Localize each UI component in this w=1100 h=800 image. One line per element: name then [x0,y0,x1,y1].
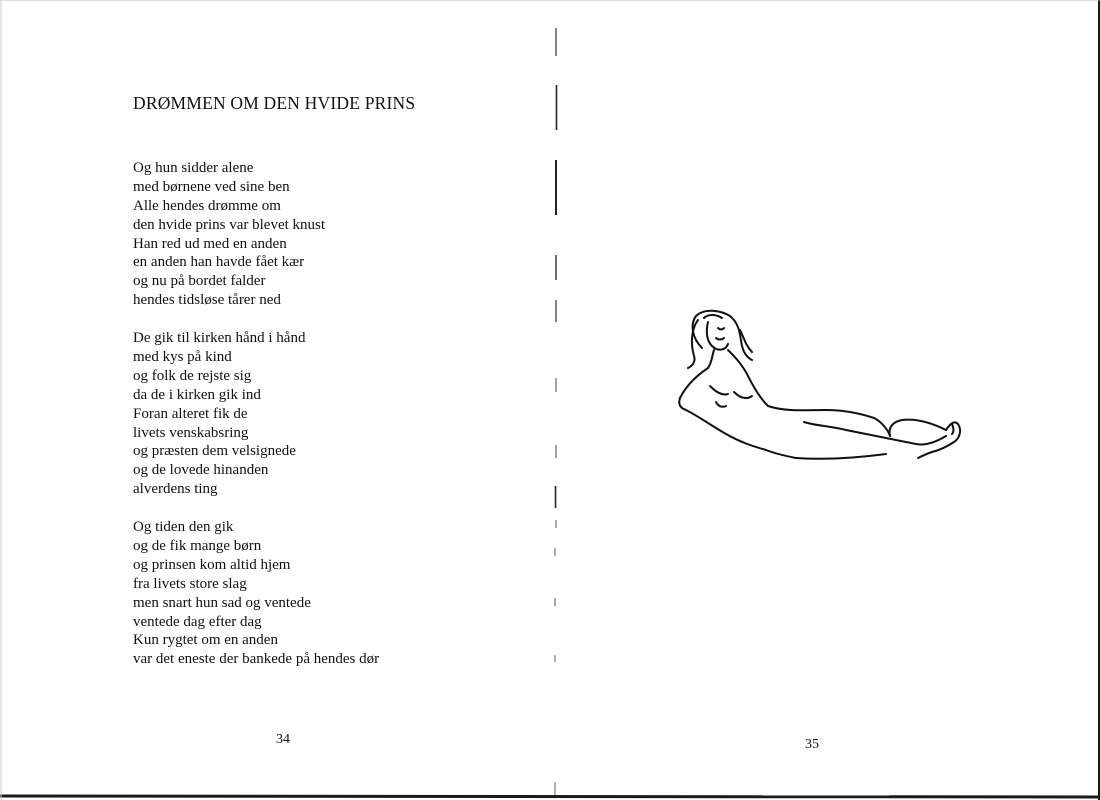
poem-title: DRØMMEN OM DEN HVIDE PRINS [133,93,416,113]
poem-line: De gik til kirken hånd i hånd [133,330,306,347]
poem-line: Og hun sidder alene [133,160,254,176]
right-page [556,0,1100,800]
poem-line: fra livets store slag [133,575,247,592]
poem-line: Foran alteret fik de [133,405,248,422]
poem-line: med kys på kind [133,349,232,366]
poem-line: livets venskabsring [133,424,249,441]
poem-line: og præsten dem velsignede [133,443,296,460]
poem-line: og de fik mange børn [133,538,262,555]
poem-line: Og tiden den gik [133,519,234,536]
poem-body [133,159,379,688]
reclining-woman-line-drawing-icon [656,306,976,466]
poem-line: med børnene ved sine ben [133,178,290,195]
poem-line: var det eneste der bankede på hendes dør [133,651,380,668]
poem-line: og de lovede hinanden [133,462,269,479]
stanza [133,518,379,669]
poem-line: alverdens ting [133,481,218,498]
stanza [133,329,379,499]
poem-line: Han red ud med en anden [133,235,287,252]
poem-line: Alle hendes drømme om [133,197,281,214]
poem-line: og nu på bordet falder [133,273,266,290]
poem-line: en anden han havde fået kær [133,254,305,271]
poem-line: og prinsen kom altid hjem [133,556,291,573]
stanza [133,159,379,310]
poem-line: da de i kirken gik ind [133,386,261,403]
poem-line: og folk de rejste sig [133,367,252,384]
poem-line: den hvide prins var blevet knust [133,216,326,233]
poem-line: Kun rygtet om en anden [133,632,278,649]
page-number: 34 [276,732,290,747]
poem-line: men snart hun sad og ventede [133,594,311,611]
page-number: 35 [805,737,819,752]
poem-line: ventede dag efter dag [133,613,262,630]
poem-line: hendes tidsløse tårer ned [133,292,281,309]
